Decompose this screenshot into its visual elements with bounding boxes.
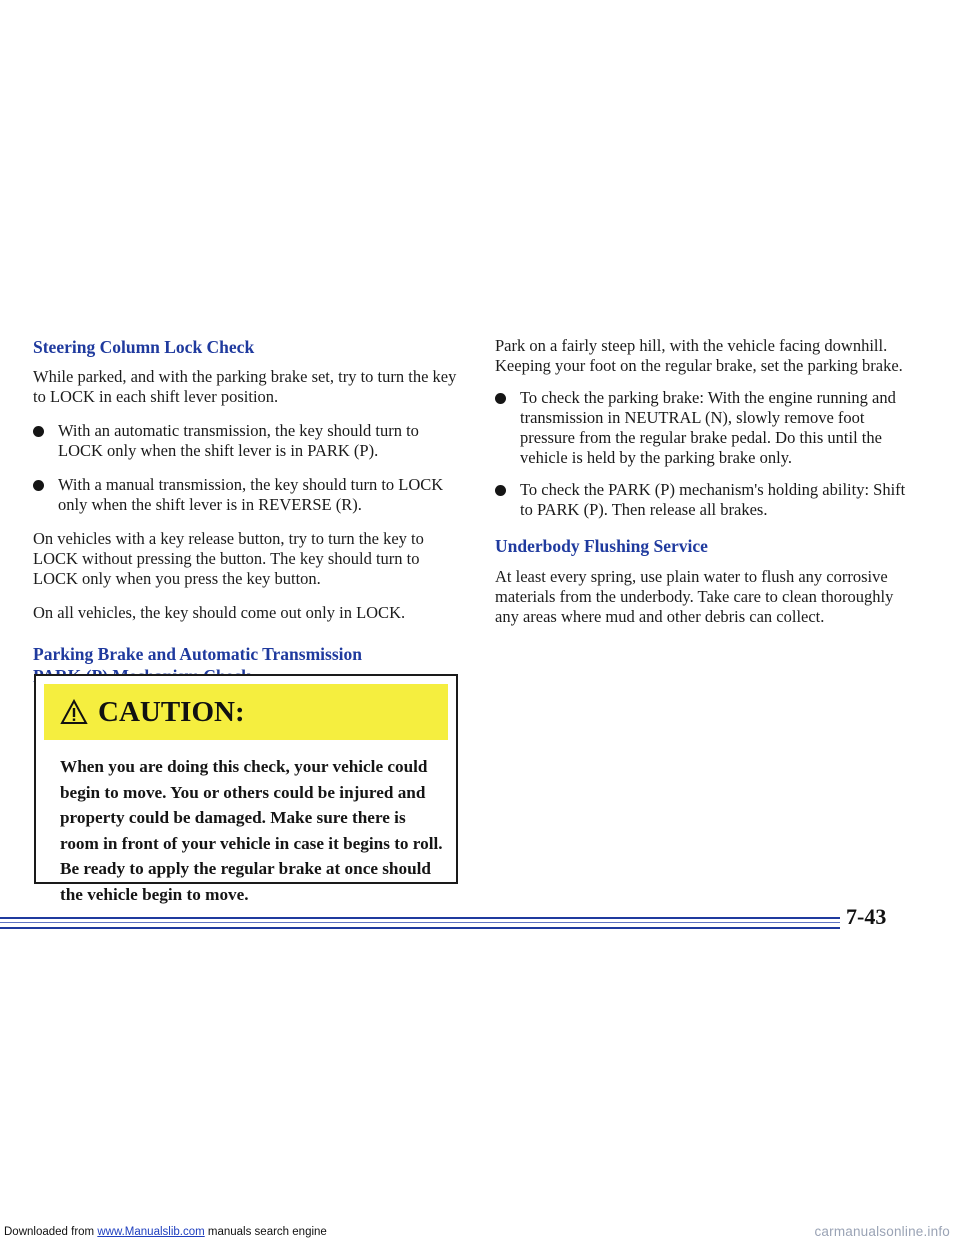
bullet-text: To check the parking brake: With the engine running and transmission in NEUTRAL (N), slowly remove foot pressure from the regular brake pedal. Do this until the vehicle is held by the parking brake only. [520, 388, 896, 467]
all-vehicles-paragraph: On all vehicles, the key should come out only in LOCK. [33, 603, 406, 622]
underbody-paragraph: At least every spring, use plain water to flush any corrosive materials from the underbody. Take care to clean thoroughly any areas where mud and other debris can collect. [495, 567, 894, 626]
bullet-text: To check the PARK (P) mechanism's holding ability: Shift to PARK (P). Then release all brakes. [520, 480, 906, 519]
steering-intro-paragraph: While parked, and with the parking brake set, try to turn the key to LOCK in each shift lever position. [33, 367, 457, 406]
watermark-text: carmanualsonline.info [814, 1224, 950, 1239]
warning-triangle-icon [60, 699, 88, 725]
footer-suffix: manuals search engine [204, 1226, 327, 1238]
list-item [495, 480, 915, 520]
caution-title-text: CAUTION: [98, 695, 245, 728]
underbody-heading: Underbody Flushing Service [495, 536, 708, 556]
caution-box [34, 674, 458, 904]
page-number: 7-43 [846, 904, 887, 929]
footer-prefix: Downloaded from [4, 1226, 98, 1238]
footer-rule [0, 927, 840, 929]
manualslib-link[interactable]: www.Manualslib.com [97, 1226, 205, 1238]
park-hill-paragraph: Park on a fairly steep hill, with the vehicle facing downhill. Keeping your foot on the regular brake, set the parking brake. [495, 336, 903, 375]
bullet-icon [495, 393, 506, 404]
bullet-icon [33, 480, 44, 491]
key-release-paragraph: On vehicles with a key release button, try to turn the key to LOCK without pressing the button. The key should turn to LOCK only when you press the key button. [33, 529, 424, 588]
list-item [33, 475, 463, 515]
steering-lock-heading: Steering Column Lock Check [33, 337, 255, 357]
list-item [495, 388, 915, 468]
bullet-text: With a manual transmission, the key should turn to LOCK only when the shift lever is in REVERSE (R). [58, 475, 444, 514]
left-column [33, 336, 463, 687]
footer-text [4, 1226, 327, 1238]
download-footer [0, 1224, 960, 1242]
caution-title [60, 692, 245, 732]
bullet-icon [495, 485, 506, 496]
bullet-icon [33, 426, 44, 437]
right-column [495, 336, 915, 627]
footer-rule [0, 922, 840, 923]
caution-text: When you are doing this check, your vehicle could begin to move. You or others could be injured and property could be damaged. Make sure there is room in front of your vehicle in case it begins to roll. Be ready to apply the regular brake at once should the vehicle begin to move. [60, 757, 443, 904]
footer-rule [0, 917, 840, 919]
caution-header-bar [44, 684, 448, 740]
parking-heading-line1: Parking Brake and Automatic Transmission [33, 644, 362, 664]
list-item [33, 421, 463, 461]
bullet-text: With an automatic transmission, the key should turn to LOCK only when the shift lever is in PARK (P). [58, 421, 419, 460]
